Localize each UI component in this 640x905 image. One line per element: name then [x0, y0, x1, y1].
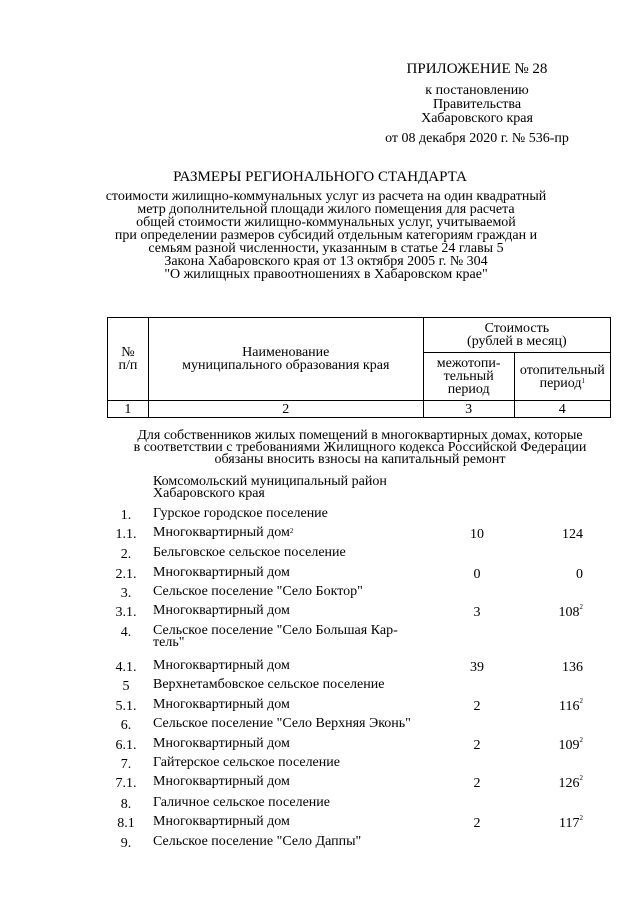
- row-name-text: Сельское поселение "Село Верхняя Эконь": [153, 716, 411, 731]
- row-name: [153, 699, 443, 711]
- row-value-interheating: 2: [473, 738, 481, 753]
- row-name-text: Многоквартирный дом: [153, 603, 290, 618]
- row-name-text: Многоквартирный дом: [153, 774, 290, 789]
- row-value-text: 124: [562, 527, 583, 542]
- row-name: [153, 718, 443, 730]
- row-value-heating: [521, 738, 583, 754]
- row-value-interheating: 0: [473, 567, 481, 582]
- row-name-text: Гурское городское поселение: [153, 506, 328, 521]
- row-value-interheating: 2: [473, 776, 481, 791]
- column-number: 2: [148, 401, 423, 418]
- header-cell-interheating: [423, 353, 514, 401]
- row-name-text: Многоквартирный дом: [153, 814, 290, 829]
- row-value-heating: [521, 816, 583, 832]
- header-text: период: [539, 375, 582, 391]
- row-name: [153, 567, 443, 579]
- row-number: 5: [122, 679, 130, 694]
- subtitle-line: семьям разной численности, указанным в статье 24 главы 5: [148, 241, 504, 256]
- row-value-interheating: 10: [470, 527, 484, 542]
- row-number: 9.: [120, 836, 132, 851]
- row-number: 4.1.: [115, 660, 137, 675]
- header-cell-heating: [514, 353, 610, 401]
- row-name: [153, 527, 443, 539]
- document-subtitle: [96, 190, 556, 281]
- row-name: [153, 816, 443, 828]
- appendix-header: [352, 62, 602, 146]
- row-value-heating: [521, 660, 583, 676]
- row-name-text: Многоквартирный дом: [153, 658, 290, 673]
- row-number: 1.1.: [115, 527, 137, 542]
- district-row: [107, 474, 611, 508]
- header-text: п/п: [118, 358, 138, 373]
- row-number: 7.1.: [115, 776, 137, 791]
- row-value-heating: [521, 605, 583, 621]
- footnote-mark: 2: [289, 527, 294, 535]
- row-value-interheating: 3: [473, 605, 481, 620]
- subtitle-line: стоимости жилищно-коммунальных услуг из расчета на один квадратный: [105, 189, 547, 204]
- appendix-line: Хабаровского края: [421, 111, 533, 126]
- row-name: [153, 547, 443, 559]
- row-number: 3.1.: [115, 605, 137, 620]
- row-name-text: Многоквартирный дом: [153, 525, 290, 540]
- row-value-heating: [521, 776, 583, 792]
- header-text: Стоимость: [484, 321, 550, 336]
- row-value-interheating: 2: [473, 699, 481, 714]
- header-text: межотопи-: [436, 356, 501, 371]
- subtitle-line: "О жилищных правоотношениях в Хабаровском крае": [164, 267, 488, 282]
- row-value-heating: [521, 527, 583, 543]
- row-name: [153, 605, 443, 617]
- row-name: [153, 836, 443, 848]
- section-note: [100, 430, 620, 466]
- row-name: [153, 797, 443, 809]
- subtitle-line: Закона Хабаровского края от 13 октября 2005 г. № 304: [164, 254, 488, 269]
- section-note-line: в соответствии с требованиями Жилищного кодекса Российской Федерации: [133, 440, 587, 455]
- header-text: муниципального образования края: [182, 358, 390, 373]
- header-text: тельный: [443, 369, 494, 384]
- header-text: (рублей в месяц): [467, 334, 567, 349]
- row-name-text: Галичное сельское поселение: [153, 795, 330, 810]
- row-value-text: 126: [558, 776, 580, 791]
- row-name-text: Сельское поселение "Село Боктор": [153, 584, 363, 599]
- row-number: 4.: [120, 625, 132, 640]
- row-name: [153, 508, 443, 520]
- row-value-heating: [521, 567, 583, 583]
- footnote-mark: 2: [579, 774, 583, 782]
- section-note-line: обязаны вносить взносы на капитальный ремонт: [214, 452, 506, 467]
- row-number: 5.1.: [115, 699, 137, 714]
- row-value-interheating: 2: [473, 816, 481, 831]
- header-text: [517, 377, 608, 390]
- row-value-text: 136: [562, 660, 583, 675]
- subtitle-line: общей стоимости жилищно-коммунальных услуг, учитываемой: [136, 215, 516, 230]
- row-name-continuation: тель": [153, 635, 185, 650]
- footnote-mark: 2: [579, 603, 583, 611]
- row-value-text: 117: [559, 816, 580, 831]
- row-value-text: 109: [558, 738, 580, 753]
- table-body: [107, 474, 611, 851]
- header-text: отопительный: [519, 362, 605, 378]
- row-name: [153, 757, 443, 769]
- column-number: 1: [108, 401, 149, 418]
- row-name-text: Многоквартирный дом: [153, 697, 290, 712]
- row-number: 6.1.: [115, 738, 137, 753]
- row-name-text: Сельское поселение "Село Большая Кар-: [153, 623, 398, 638]
- row-value-text: 116: [559, 699, 580, 714]
- row-number: 8.: [120, 797, 132, 812]
- footnote-mark: 2: [579, 736, 583, 744]
- row-number: 3.: [120, 586, 132, 601]
- header-cell-name: [148, 318, 423, 401]
- row-name-text: Многоквартирный дом: [153, 736, 290, 751]
- row-name-text: Гайтерское сельское поселение: [153, 755, 340, 770]
- row-number: 8.1: [117, 816, 135, 831]
- row-name-text: Многоквартирный дом: [153, 565, 290, 580]
- row-value-text: 108: [558, 605, 580, 620]
- footnote-mark: 1: [581, 376, 585, 385]
- appendix-line: Правительства: [432, 97, 522, 112]
- appendix-signed-date: от 08 декабря 2020 г. № 536-пр: [385, 131, 569, 146]
- table-header: [107, 317, 611, 418]
- header-text: период: [447, 382, 490, 397]
- row-name-text: Сельское поселение "Село Даппы": [153, 834, 362, 849]
- row-name: [153, 586, 443, 598]
- district-line: Хабаровского края: [153, 486, 265, 501]
- document-title: РАЗМЕРЫ РЕГИОНАЛЬНОГО СТАНДАРТА: [173, 169, 467, 185]
- row-name: [153, 776, 443, 788]
- row-name-text: Бельговское сельское поселение: [153, 545, 346, 560]
- subtitle-line: метр дополнительной площади жилого помещения для расчета: [137, 202, 515, 217]
- district-name: [153, 476, 443, 500]
- header-cell-cost: [423, 318, 610, 353]
- row-value-text: 0: [576, 567, 583, 582]
- footnote-mark: 2: [579, 814, 583, 822]
- section-note-line: Для собственников жилых помещений в многоквартирных домах, которые: [137, 428, 583, 443]
- row-name: [153, 660, 443, 672]
- row-name: [153, 679, 443, 691]
- subtitle-line: при определении размеров субсидий отдельным категориям граждан и: [114, 228, 538, 243]
- row-number: 7.: [120, 757, 132, 772]
- header-text: Наименование: [242, 345, 330, 360]
- row-value-heating: [521, 699, 583, 715]
- row-number: 1.: [120, 508, 132, 523]
- row-number: 2.: [120, 547, 132, 562]
- row-name: [153, 738, 443, 750]
- column-number: 4: [514, 401, 610, 418]
- row-name: [153, 625, 443, 649]
- column-number: 3: [423, 401, 514, 418]
- appendix-number: ПРИЛОЖЕНИЕ № 28: [406, 61, 548, 77]
- row-value-interheating: 39: [470, 660, 484, 675]
- row-number: 2.1.: [115, 567, 137, 582]
- row-name-text: Верхнетамбовское сельское поселение: [153, 677, 385, 692]
- header-text: №: [121, 345, 135, 360]
- row-number: 6.: [120, 718, 132, 733]
- district-line: Комсомольский муниципальный район: [153, 474, 387, 489]
- appendix-line: к постановлению: [425, 83, 529, 98]
- footnote-mark: 2: [579, 697, 583, 705]
- header-cell-number: [108, 318, 149, 401]
